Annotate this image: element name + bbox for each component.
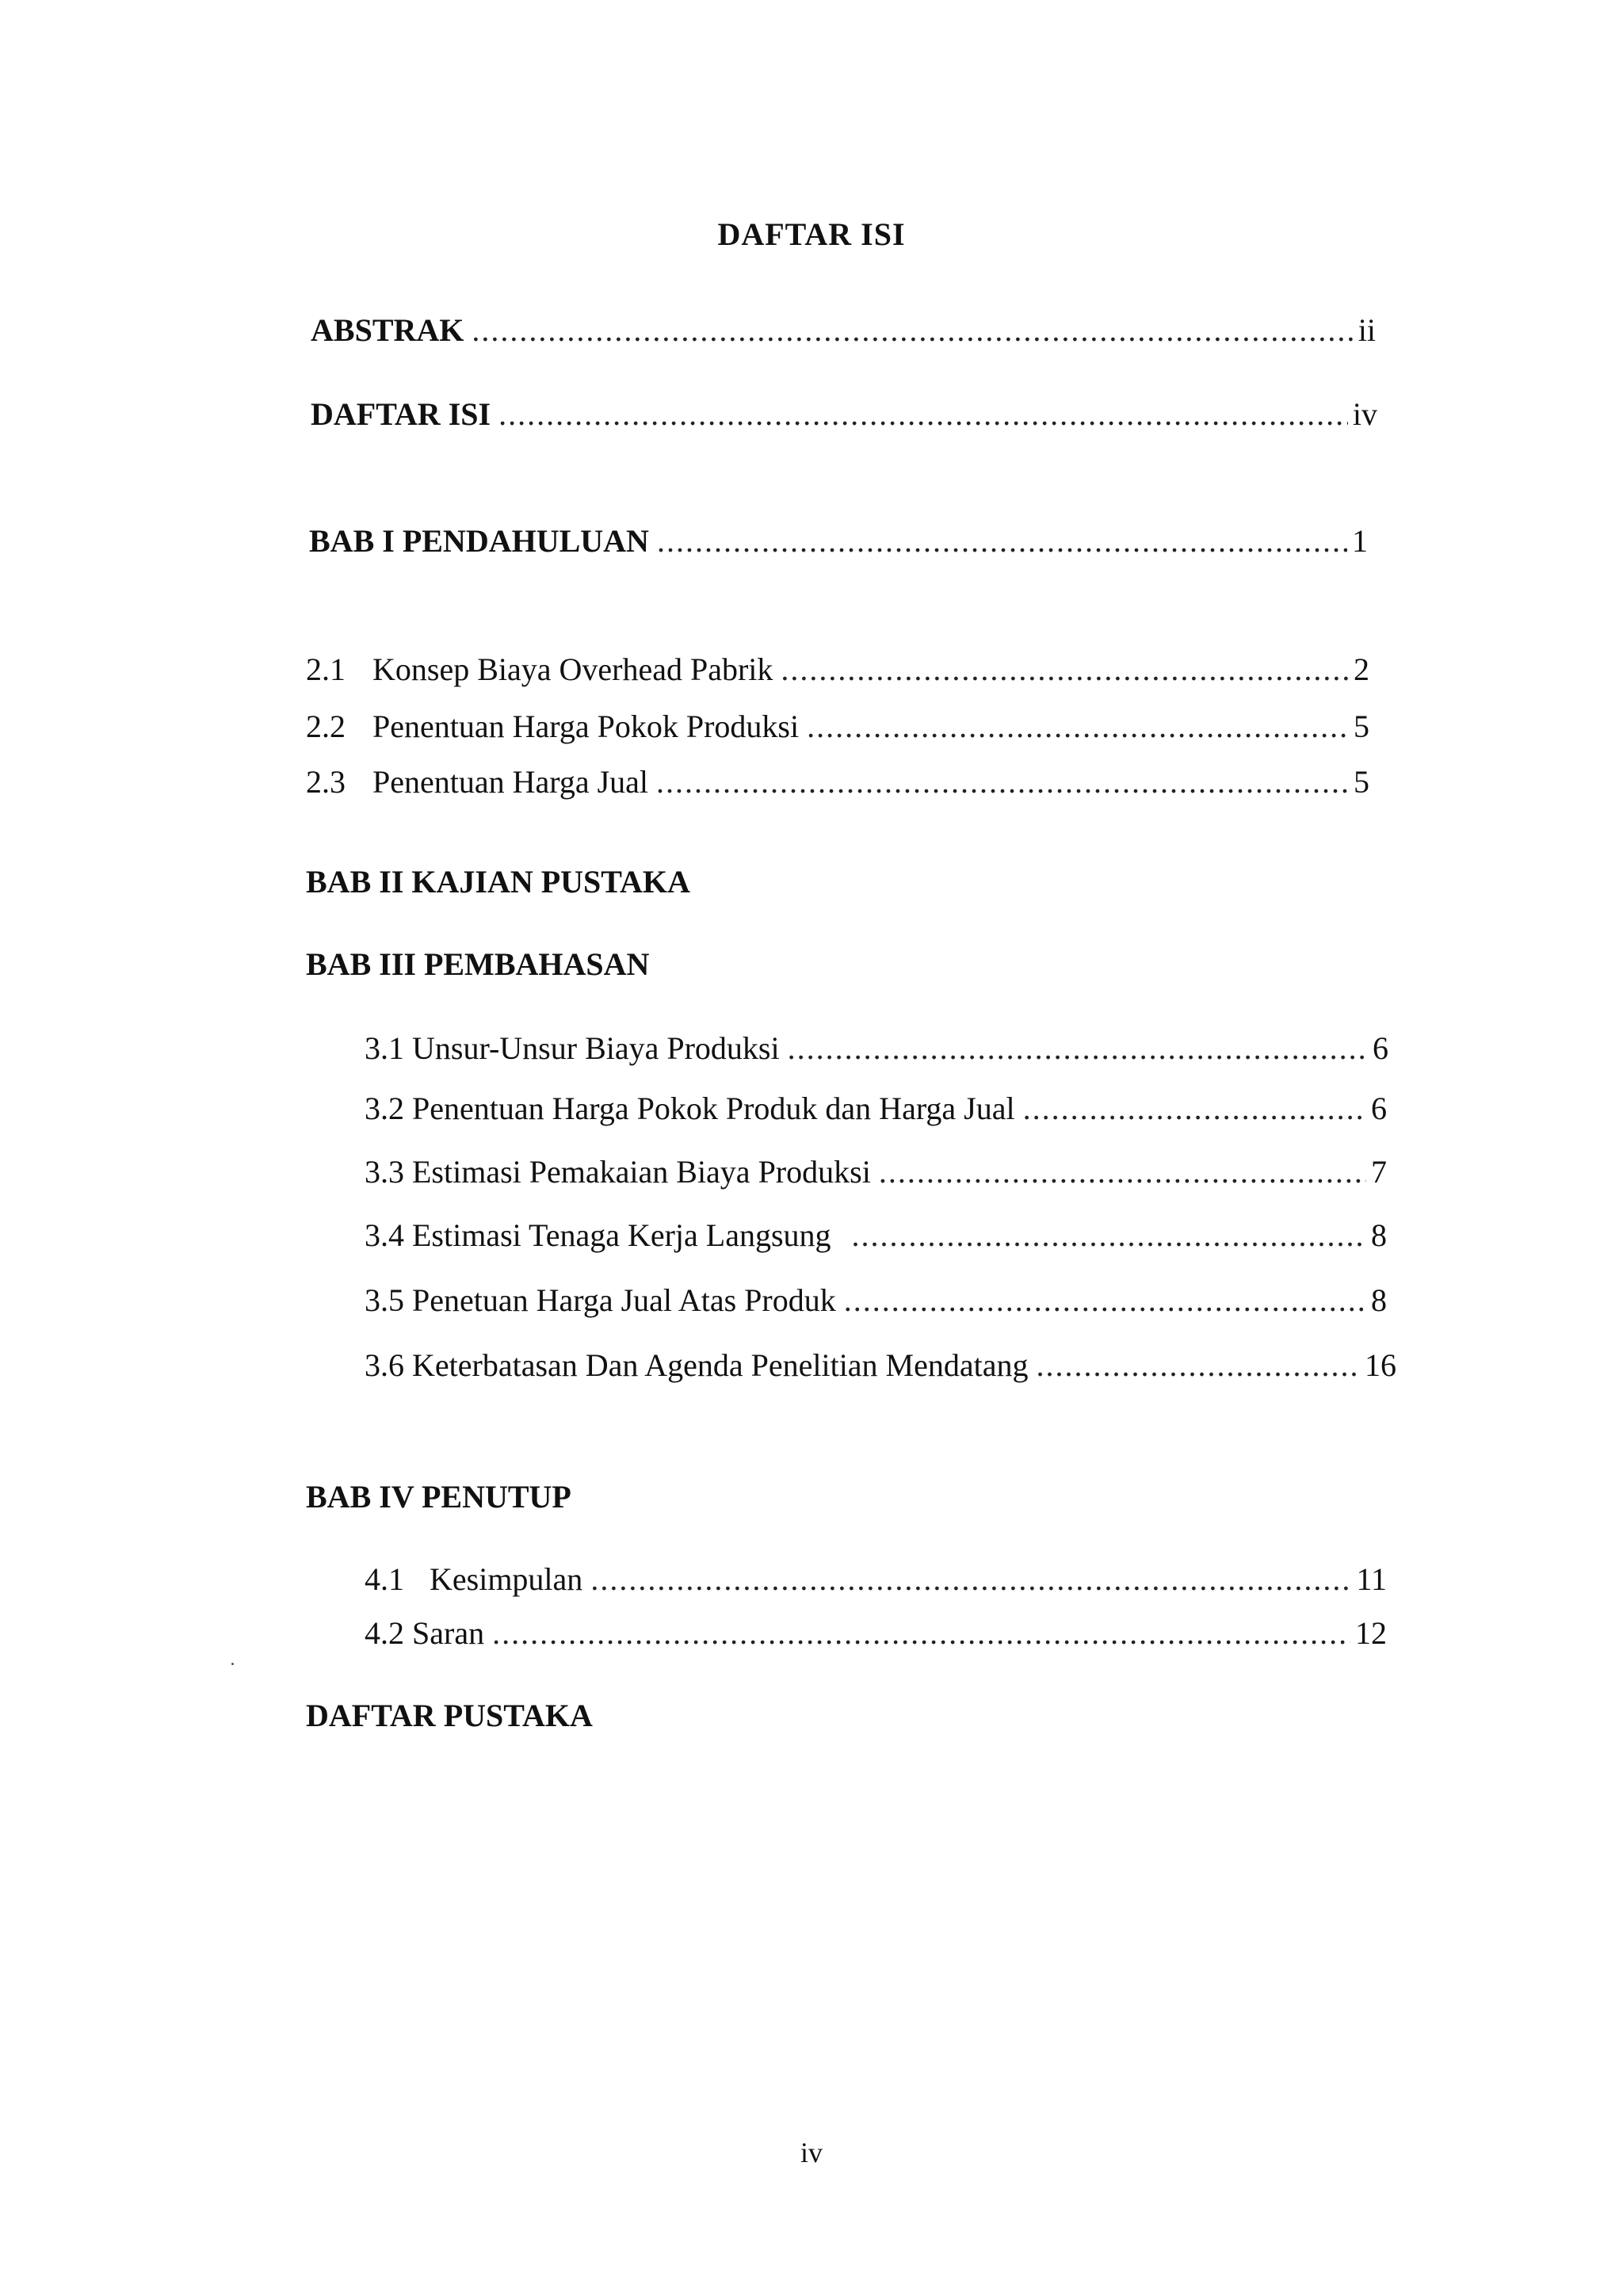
toc-entry-label: Penentuan Harga Pokok Produksi bbox=[372, 709, 800, 744]
toc-leader-dots bbox=[498, 395, 1348, 434]
toc-entry-label: 3.5 Penetuan Harga Jual Atas Produk bbox=[365, 1282, 836, 1318]
toc-page-number: 12 bbox=[1355, 1615, 1387, 1651]
toc-section-number: 2.2 bbox=[306, 709, 346, 744]
toc-page-number: 5 bbox=[1354, 709, 1369, 744]
toc-page-number: 8 bbox=[1371, 1217, 1387, 1253]
toc-entry-3-5 bbox=[365, 1281, 1387, 1320]
toc-leader-dots bbox=[788, 1029, 1368, 1068]
toc-leader-dots bbox=[1023, 1089, 1366, 1129]
toc-entry-2-2 bbox=[306, 707, 1369, 747]
toc-entry-3-2 bbox=[365, 1089, 1387, 1129]
toc-entry-daftar-pustaka: DAFTAR PUSTAKA bbox=[306, 1698, 593, 1733]
toc-page-number: 6 bbox=[1371, 1091, 1387, 1126]
toc-entry-label: Kesimpulan bbox=[430, 1561, 583, 1597]
toc-page-number: ii bbox=[1358, 312, 1376, 348]
toc-leader-dots bbox=[472, 311, 1353, 350]
toc-leader-dots bbox=[656, 762, 1349, 802]
page-title: DAFTAR ISI bbox=[717, 216, 906, 252]
toc-entry-label: 4.2 Saran bbox=[365, 1615, 485, 1651]
toc-page-number: 5 bbox=[1354, 764, 1369, 800]
toc-page-number: 7 bbox=[1371, 1154, 1387, 1190]
toc-entry-label: 3.6 Keterbatasan Dan Agenda Penelitian Mendatang bbox=[365, 1347, 1029, 1383]
toc-page-number: 2 bbox=[1354, 651, 1369, 687]
toc-leader-dots bbox=[807, 707, 1349, 747]
toc-entry-bab-3: BAB III PEMBAHASAN bbox=[306, 946, 650, 982]
toc-entry-label: BAB I PENDAHULUAN bbox=[309, 523, 649, 559]
toc-page-number: 6 bbox=[1373, 1030, 1388, 1066]
toc-entry-4-1 bbox=[365, 1560, 1387, 1599]
toc-entry-label: 3.3 Estimasi Pemakaian Biaya Produksi bbox=[365, 1154, 871, 1190]
toc-entry-3-6 bbox=[365, 1346, 1396, 1385]
toc-entry-label: DAFTAR ISI bbox=[311, 396, 491, 432]
toc-entry-label: 3.1 Unsur-Unsur Biaya Produksi bbox=[365, 1030, 780, 1066]
toc-leader-dots bbox=[657, 521, 1347, 561]
toc-leader-dots bbox=[590, 1560, 1351, 1599]
toc-section-number: 4.1 bbox=[365, 1561, 404, 1597]
toc-leader-dots bbox=[852, 1216, 1366, 1255]
toc-entry-bab-1 bbox=[309, 521, 1368, 561]
toc-entry-bab-2: BAB II KAJIAN PUSTAKA bbox=[306, 864, 690, 900]
toc-entry-label: Penentuan Harga Jual bbox=[372, 764, 649, 800]
toc-page-number: 11 bbox=[1356, 1561, 1387, 1597]
toc-entry-bab-4: BAB IV PENUTUP bbox=[306, 1479, 571, 1515]
toc-leader-dots bbox=[879, 1152, 1366, 1192]
toc-entry-label: Konsep Biaya Overhead Pabrik bbox=[372, 651, 773, 687]
toc-entry-daftar-isi bbox=[311, 395, 1377, 434]
footer-page-number: iv bbox=[800, 2137, 823, 2168]
toc-entry-abstrak bbox=[311, 311, 1376, 350]
toc-entry-3-4 bbox=[365, 1216, 1387, 1255]
toc-leader-dots bbox=[781, 650, 1349, 690]
toc-leader-dots bbox=[844, 1281, 1366, 1320]
toc-entry-2-3 bbox=[306, 762, 1369, 802]
toc-section-number: 2.1 bbox=[306, 651, 346, 687]
toc-page-number: iv bbox=[1352, 396, 1377, 432]
toc-entry-label: 3.4 Estimasi Tenaga Kerja Langsung bbox=[365, 1217, 831, 1253]
toc-leader-dots bbox=[492, 1614, 1350, 1653]
toc-entry-4-2 bbox=[365, 1614, 1387, 1653]
toc-entry-label: ABSTRAK bbox=[311, 312, 464, 348]
toc-leader-dots bbox=[1037, 1346, 1361, 1385]
toc-page-number: 1 bbox=[1352, 523, 1368, 559]
toc-entry-3-3 bbox=[365, 1152, 1387, 1192]
toc-page-number: 8 bbox=[1371, 1282, 1387, 1318]
toc-section-number: 2.3 bbox=[306, 764, 346, 800]
scan-speck bbox=[231, 1663, 234, 1665]
toc-page-number: 16 bbox=[1365, 1347, 1396, 1383]
toc-entry-2-1 bbox=[306, 650, 1369, 690]
toc-entry-3-1 bbox=[365, 1029, 1388, 1068]
toc-entry-label: 3.2 Penentuan Harga Pokok Produk dan Harga Jual bbox=[365, 1091, 1015, 1126]
